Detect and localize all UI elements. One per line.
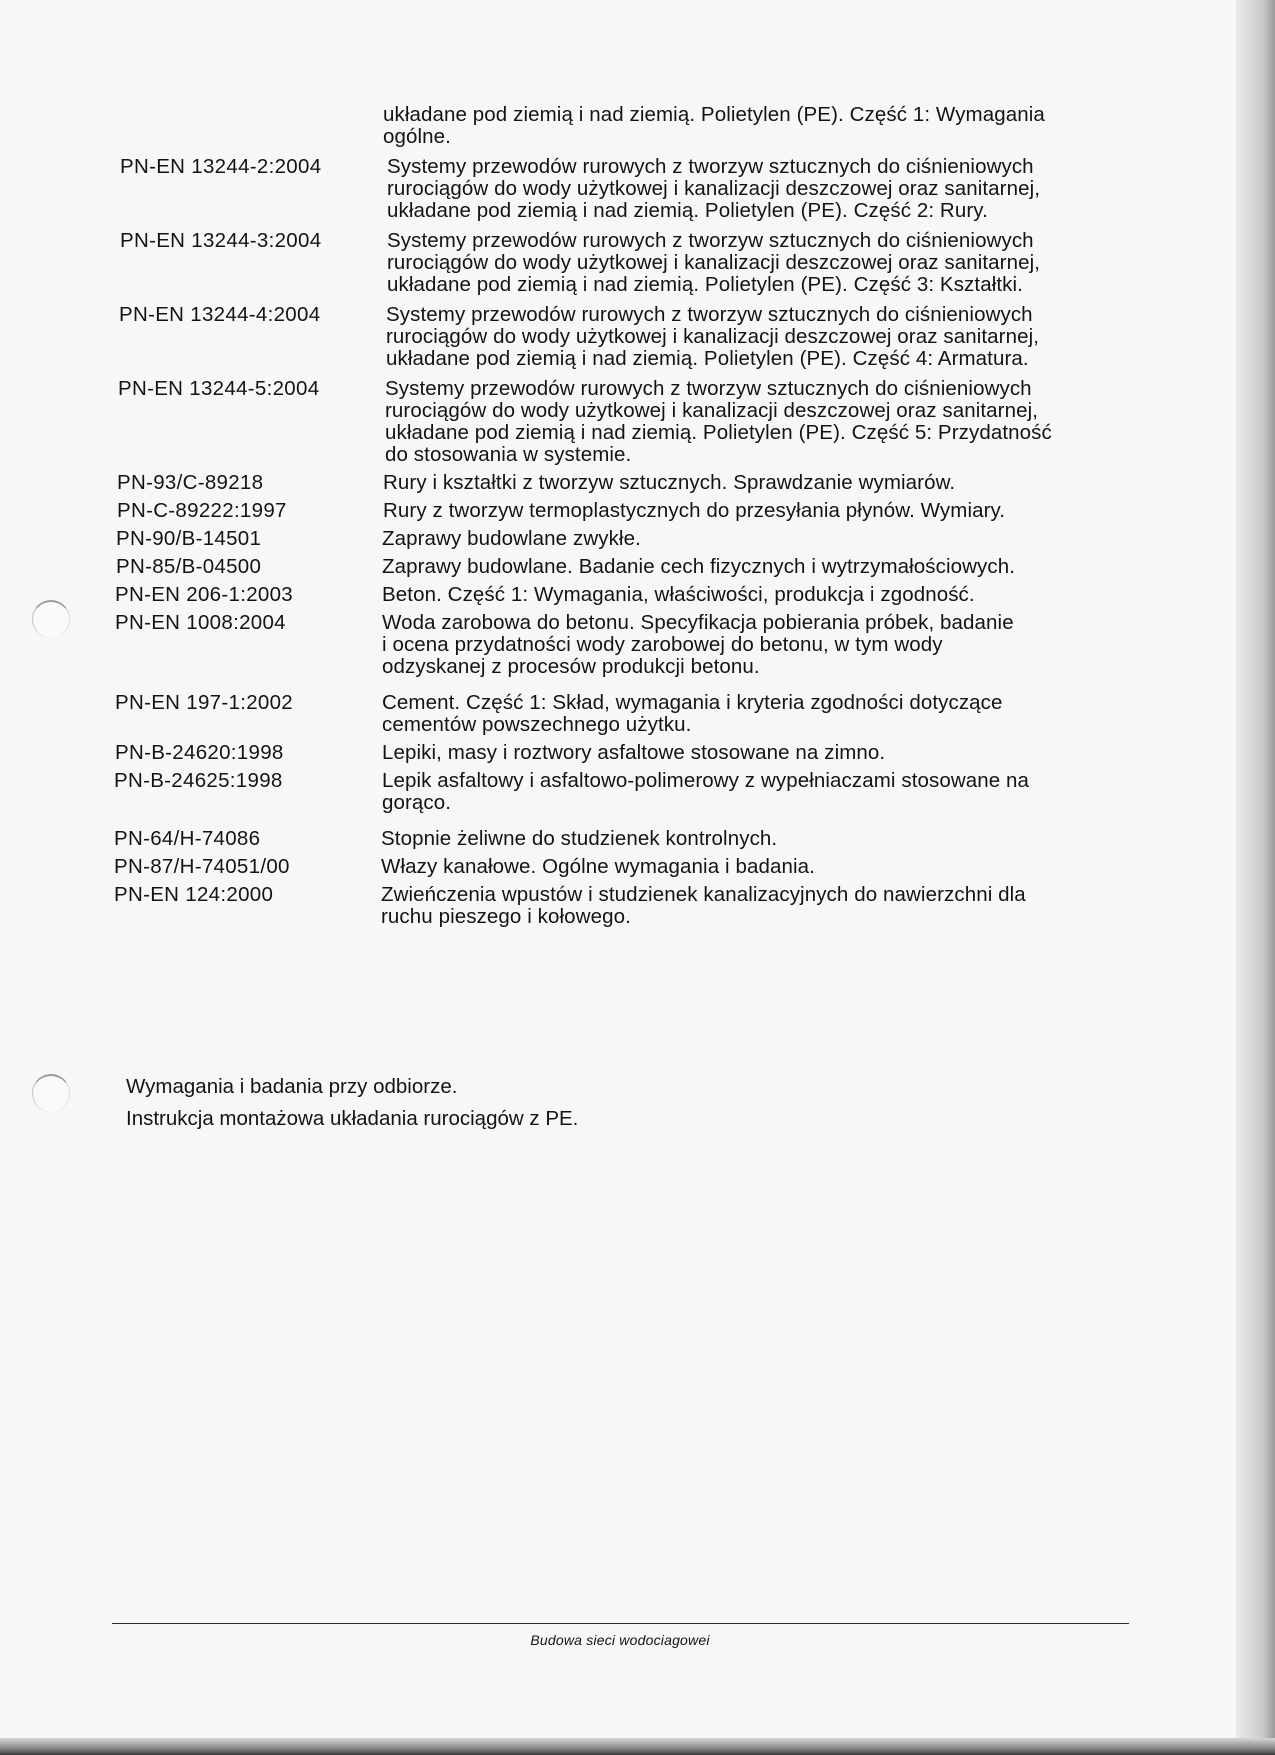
norm-description [386, 304, 1141, 370]
norm-code: PN-B-24620:1998 [115, 741, 284, 764]
norm-code: PN-85/B-04500 [116, 555, 262, 578]
scan-edge-bottom [0, 1738, 1275, 1755]
norm-row [115, 741, 1138, 764]
norm-description [382, 742, 1137, 764]
norm-code: PN-C-89222:1997 [117, 499, 287, 522]
desc-line: do stosowania w systemie. [385, 443, 632, 466]
desc-line: cementów powszechnego użytku. [382, 713, 692, 736]
desc-line: Cement. Część 1: Skład, wymagania i kryteria zgodności dotyczące [382, 691, 1003, 714]
norm-row [118, 230, 1138, 296]
desc-line: rurociągów do wody użytkowej i kanalizacji deszczowej oraz sanitarnej, [386, 325, 1040, 348]
norm-row [114, 855, 1138, 878]
desc-line: gorąco. [382, 791, 452, 814]
norm-description [382, 612, 1137, 678]
desc-line: rurociągów do wody użytkowej i kanalizacji deszczowej oraz sanitarnej, [387, 251, 1041, 274]
norm-row [118, 500, 1138, 522]
desc-line: Rury z tworzyw termoplastycznych do przesyłania płynów. Wymiary. [383, 499, 1006, 522]
norm-description [381, 828, 1136, 850]
norm-code: PN-EN 1008:2004 [115, 611, 286, 634]
desc-line: układane pod ziemią i nad ziemią. Polietylen (PE). Część 5: Przydatność [385, 421, 1052, 444]
notes [126, 1071, 578, 1135]
norm-description [385, 378, 1140, 466]
note-line: Instrukcja montażowa układania rurociągów z PE. [126, 1107, 579, 1130]
norm-description [387, 156, 1142, 222]
norm-description [383, 500, 1138, 522]
norms-list [114, 103, 1138, 934]
norm-code: PN-B-24625:1998 [114, 769, 283, 792]
scan-edge-right [1236, 0, 1275, 1755]
norm-description [381, 856, 1136, 878]
desc-line: rurociągów do wody użytkowej i kanalizacji deszczowej oraz sanitarnej, [387, 177, 1041, 200]
desc-line: Rury i kształtki z tworzyw sztucznych. Sprawdzanie wymiarów. [383, 471, 956, 494]
norm-code: PN-EN 13244-5:2004 [118, 377, 320, 400]
norm-row [118, 156, 1138, 222]
norm-description [383, 472, 1138, 494]
desc-line: Beton. Część 1: Wymagania, właściwości, produkcja i zgodność. [382, 583, 975, 606]
norm-row [114, 827, 1138, 850]
desc-line: układane pod ziemią i nad ziemią. Polietylen (PE). Część 1: Wymagania [383, 103, 1045, 126]
norm-row [118, 528, 1138, 550]
footer-divider [112, 1623, 1129, 1624]
continuation-row [118, 104, 1138, 148]
desc-line: układane pod ziemią i nad ziemią. Polietylen (PE). Część 3: Kształtki. [387, 273, 1023, 296]
desc-line: odzyskanej z procesów produkcji betonu. [382, 655, 760, 678]
norm-row [114, 769, 1138, 814]
norm-row [115, 583, 1138, 606]
footer-title: Budowa sieci wodociagowei [530, 1632, 710, 1648]
desc-line: układane pod ziemią i nad ziemią. Polietylen (PE). Część 2: Rury. [387, 199, 988, 222]
norm-code: PN-90/B-14501 [116, 527, 262, 550]
desc-line: Systemy przewodów rurowych z tworzyw sztucznych do ciśnieniowych [385, 377, 1032, 400]
norm-row [115, 691, 1138, 736]
desc-line: Lepik asfaltowy i asfaltowo-polimerowy z wypełniaczami stosowane na [382, 769, 1030, 792]
norm-row [118, 472, 1138, 494]
norm-row [115, 611, 1138, 678]
norm-code: PN-EN 13244-2:2004 [120, 155, 322, 178]
norm-description [382, 692, 1137, 736]
norm-code: PN-EN 13244-3:2004 [120, 229, 322, 252]
norm-description [382, 528, 1137, 550]
desc-line: ruchu pieszego i kołowego. [381, 905, 631, 928]
desc-line: Włazy kanałowe. Ogólne wymagania i badania. [381, 855, 815, 878]
norm-row [114, 883, 1138, 928]
desc-line: Systemy przewodów rurowych z tworzyw sztucznych do ciśnieniowych [387, 229, 1034, 252]
norm-description [382, 584, 1137, 606]
desc-line: Zaprawy budowlane zwykłe. [382, 527, 641, 550]
norm-code: PN-EN 124:2000 [114, 883, 274, 906]
desc-line: Zaprawy budowlane. Badanie cech fizycznych i wytrzymałościowych. [382, 555, 1016, 578]
norm-code: PN-EN 206-1:2003 [115, 583, 294, 606]
norm-code: PN-EN 197-1:2002 [115, 691, 294, 714]
norm-code: PN-64/H-74086 [114, 827, 261, 850]
norm-description [381, 884, 1136, 928]
desc-line: Stopnie żeliwne do studzienek kontrolnych. [381, 827, 778, 850]
norm-description [382, 770, 1137, 814]
desc-line: Woda zarobowa do betonu. Specyfikacja pobierania próbek, badanie [382, 611, 1014, 634]
norm-code: PN-93/C-89218 [117, 471, 264, 494]
norm-code: PN-EN 13244-4:2004 [119, 303, 321, 326]
note-line: Wymagania i badania przy odbiorze. [126, 1075, 458, 1098]
desc-line: Zwieńczenia wpustów i studzienek kanalizacyjnych do nawierzchni dla [381, 883, 1026, 906]
norm-description [383, 104, 1138, 148]
desc-line: rurociągów do wody użytkowej i kanalizacji deszczowej oraz sanitarnej, [385, 399, 1039, 422]
desc-line: ogólne. [383, 125, 451, 148]
norm-row [118, 304, 1138, 370]
desc-line: Lepiki, masy i roztwory asfaltowe stosowane na zimno. [382, 741, 886, 764]
norm-code: PN-87/H-74051/00 [114, 855, 290, 878]
desc-line: Systemy przewodów rurowych z tworzyw sztucznych do ciśnieniowych [387, 155, 1034, 178]
norm-row [118, 378, 1138, 466]
desc-line: Systemy przewodów rurowych z tworzyw sztucznych do ciśnieniowych [386, 303, 1033, 326]
norm-description [387, 230, 1142, 296]
norm-row [118, 556, 1138, 578]
punch-hole-mark [32, 600, 70, 638]
norm-description [382, 556, 1137, 578]
desc-line: układane pod ziemią i nad ziemią. Polietylen (PE). Część 4: Armatura. [386, 347, 1029, 370]
punch-hole-mark [32, 1074, 70, 1112]
desc-line: i ocena przydatności wody zarobowej do betonu, w tym wody [382, 633, 943, 656]
